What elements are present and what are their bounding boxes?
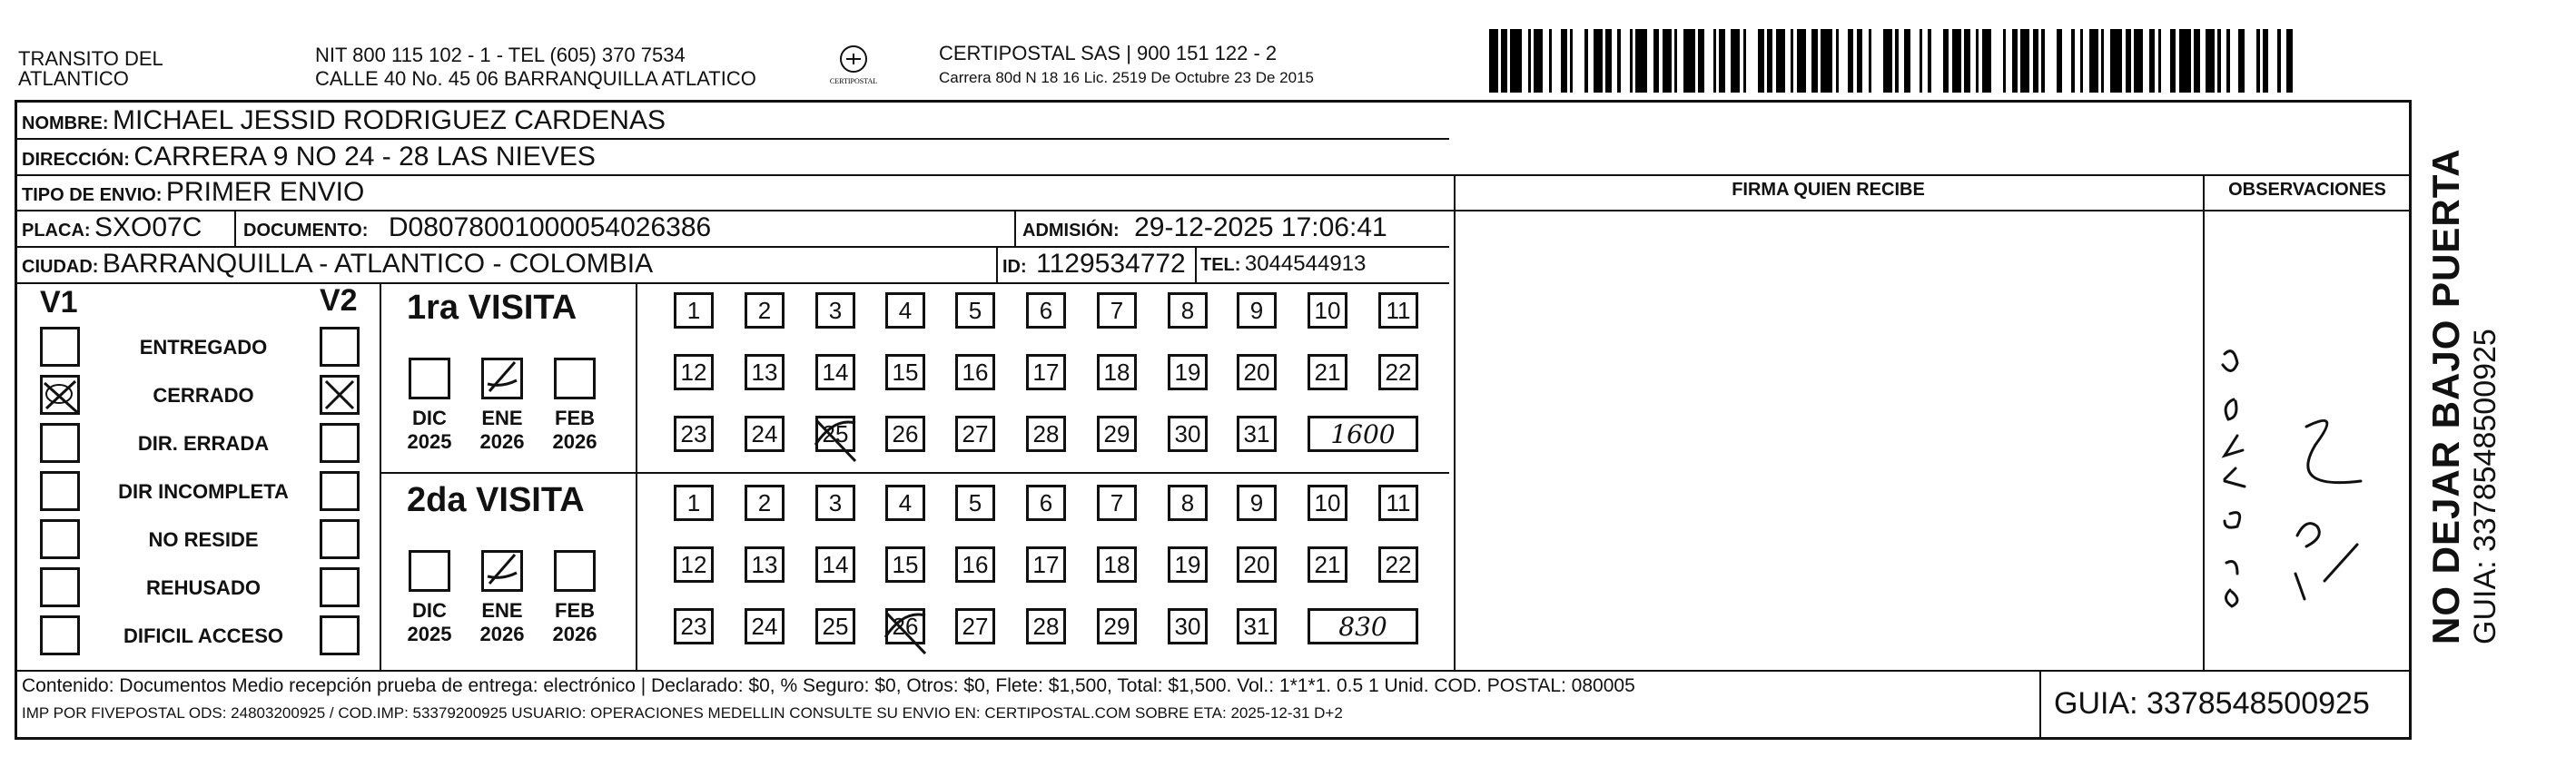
certipostal-logo bbox=[822, 44, 885, 91]
status-label: DIR INCOMPLETA bbox=[118, 480, 289, 503]
time-box[interactable] bbox=[1308, 608, 1418, 644]
day-box[interactable]: 2 bbox=[745, 292, 785, 329]
admision-row bbox=[1022, 212, 1387, 248]
placa-label: PLACA: bbox=[22, 221, 91, 241]
documento-value: D08078001000054026386 bbox=[388, 212, 712, 242]
day-box[interactable]: 26 bbox=[885, 416, 925, 452]
nombre-row bbox=[22, 105, 666, 141]
sender-line-1: TRANSITO DEL bbox=[18, 47, 163, 70]
day-box[interactable]: 10 bbox=[1308, 292, 1347, 329]
month-label bbox=[402, 599, 457, 646]
observaciones-label: OBSERVACIONES bbox=[2228, 180, 2386, 200]
v1-checkbox[interactable] bbox=[40, 471, 80, 511]
day-box[interactable]: 13 bbox=[745, 354, 785, 390]
day-box[interactable]: 29 bbox=[1097, 608, 1137, 644]
month-year: 2026 bbox=[552, 430, 597, 453]
month-year: 2025 bbox=[407, 430, 452, 453]
month-label bbox=[548, 407, 602, 454]
day-box[interactable]: 22 bbox=[1378, 546, 1418, 583]
day-box[interactable]: 11 bbox=[1378, 292, 1418, 329]
day-box[interactable]: 8 bbox=[1168, 485, 1208, 521]
day-box[interactable]: 23 bbox=[674, 608, 714, 644]
company-line: CERTIPOSTAL SAS | 900 151 122 - 2 bbox=[939, 42, 1278, 64]
footer-imp: IMP POR FIVEPOSTAL ODS: 24803200925 / COD.IMP: 53379200925 USUARIO: OPERACIONES MEDELLIN CONSULTE SU ENVIO EN: CERTIPOSTAL.COM SOBRE ETA: 2025-12-31 D+2 bbox=[22, 704, 1343, 722]
no-dejar-bajo-puerta: NO DEJAR BAJO PUERTA bbox=[2424, 148, 2467, 644]
day-box[interactable]: 16 bbox=[955, 546, 995, 583]
placa-row bbox=[22, 212, 202, 248]
month-name: ENE bbox=[481, 599, 523, 622]
handwritten-time: 1600 bbox=[1330, 418, 1396, 449]
day-box[interactable]: 28 bbox=[1026, 608, 1066, 644]
v1-checkbox[interactable] bbox=[40, 375, 80, 415]
day-box[interactable]: 8 bbox=[1168, 292, 1208, 329]
v2-checkbox[interactable] bbox=[320, 375, 360, 415]
id-row bbox=[1002, 249, 1186, 284]
day-box[interactable]: 31 bbox=[1237, 608, 1277, 644]
day-box[interactable]: 12 bbox=[674, 354, 714, 390]
v2-heading: V2 bbox=[320, 283, 358, 318]
tipo-label: TIPO DE ENVIO: bbox=[22, 185, 163, 205]
status-label: CERRADO bbox=[153, 384, 254, 407]
v1-heading: V1 bbox=[40, 285, 78, 320]
month-checkbox[interactable] bbox=[409, 358, 450, 399]
day-box[interactable]: 6 bbox=[1026, 292, 1066, 329]
signature-area bbox=[1454, 211, 2201, 668]
v1-checkbox[interactable] bbox=[40, 519, 80, 559]
admision-label: ADMISIÓN: bbox=[1022, 221, 1120, 241]
ciudad-value: BARRANQUILLA - ATLANTICO - COLOMBIA bbox=[102, 249, 654, 279]
day-box[interactable]: 21 bbox=[1308, 546, 1347, 583]
logo-text: CERTIPOSTAL bbox=[829, 77, 878, 85]
month-label bbox=[475, 599, 529, 646]
direccion-row bbox=[22, 142, 596, 177]
firma-label: FIRMA QUIEN RECIBE bbox=[1732, 180, 1925, 200]
v1-checkbox[interactable] bbox=[40, 615, 80, 655]
direccion-value: CARRERA 9 NO 24 - 28 LAS NIEVES bbox=[133, 142, 596, 172]
visit-2-title: 2da VISITA bbox=[407, 481, 585, 519]
status-label: REHUSADO bbox=[146, 576, 261, 599]
day-box[interactable]: 14 bbox=[815, 546, 855, 583]
tipo-row bbox=[22, 177, 364, 212]
status-label: ENTREGADO bbox=[139, 336, 268, 359]
tel-row bbox=[1200, 249, 1366, 282]
id-value: 1129534772 bbox=[1036, 249, 1186, 279]
day-box[interactable]: 16 bbox=[955, 354, 995, 390]
admision-value: 29-12-2025 17:06:41 bbox=[1134, 212, 1387, 242]
month-checkbox[interactable] bbox=[481, 550, 523, 592]
placa-value: SXO07C bbox=[94, 212, 202, 242]
documento-label: DOCUMENTO: bbox=[243, 221, 369, 241]
v2-checkbox[interactable] bbox=[320, 519, 360, 559]
day-box[interactable]: 30 bbox=[1168, 416, 1208, 452]
id-label: ID: bbox=[1002, 257, 1027, 277]
month-name: FEB bbox=[555, 407, 595, 429]
day-box[interactable]: 31 bbox=[1237, 416, 1277, 452]
nombre-label: NOMBRE: bbox=[22, 113, 109, 133]
month-name: FEB bbox=[555, 599, 595, 622]
v1-checkbox[interactable] bbox=[40, 423, 80, 463]
tipo-value: PRIMER ENVIO bbox=[165, 177, 365, 207]
ciudad-row bbox=[22, 249, 653, 284]
status-label: DIR. ERRADA bbox=[137, 432, 270, 455]
day-box[interactable]: 18 bbox=[1097, 354, 1137, 390]
month-label bbox=[475, 407, 529, 454]
day-box[interactable]: 22 bbox=[1378, 354, 1418, 390]
nombre-value: MICHAEL JESSID RODRIGUEZ CARDENAS bbox=[113, 105, 666, 135]
day-box[interactable]: 18 bbox=[1097, 546, 1137, 583]
day-box[interactable]: 24 bbox=[745, 416, 785, 452]
day-mark bbox=[880, 601, 934, 664]
day-box[interactable]: 6 bbox=[1026, 485, 1066, 521]
day-box[interactable]: 7 bbox=[1097, 485, 1137, 521]
month-year: 2026 bbox=[552, 623, 597, 645]
nit-line: NIT 800 115 102 - 1 - TEL (605) 370 7534 bbox=[315, 44, 686, 66]
day-box[interactable]: 20 bbox=[1237, 354, 1277, 390]
month-name: DIC bbox=[412, 407, 447, 429]
day-box[interactable]: 13 bbox=[745, 546, 785, 583]
day-box[interactable]: 27 bbox=[955, 608, 995, 644]
month-year: 2025 bbox=[407, 623, 452, 645]
v2-checkbox[interactable] bbox=[320, 327, 360, 367]
day-mark bbox=[810, 408, 864, 471]
day-box[interactable]: 26 bbox=[885, 608, 925, 644]
day-box[interactable]: 1 bbox=[674, 485, 714, 521]
month-year: 2026 bbox=[479, 430, 525, 453]
day-box[interactable]: 4 bbox=[885, 485, 925, 521]
day-box[interactable]: 27 bbox=[955, 416, 995, 452]
handwritten-time: 830 bbox=[1338, 611, 1387, 642]
day-box[interactable]: 3 bbox=[815, 485, 855, 521]
day-box[interactable]: 15 bbox=[885, 354, 925, 390]
month-checkbox[interactable] bbox=[481, 358, 523, 399]
v2-checkbox[interactable] bbox=[320, 423, 360, 463]
day-box[interactable]: 4 bbox=[885, 292, 925, 329]
month-year: 2026 bbox=[479, 623, 525, 645]
documento-row bbox=[243, 212, 711, 248]
day-box[interactable]: 28 bbox=[1026, 416, 1066, 452]
v1-checkbox[interactable] bbox=[40, 567, 80, 607]
status-label: NO RESIDE bbox=[148, 528, 259, 551]
month-label bbox=[548, 599, 602, 646]
month-checkbox[interactable] bbox=[554, 550, 596, 592]
time-box[interactable] bbox=[1308, 416, 1418, 452]
day-box[interactable]: 17 bbox=[1026, 546, 1066, 583]
month-label bbox=[402, 407, 457, 454]
footer-guia: GUIA: 3378548500925 bbox=[2054, 686, 2370, 721]
day-box[interactable]: 25 bbox=[815, 608, 855, 644]
barcode bbox=[1489, 29, 2297, 93]
sender-line-2: ATLANTICO bbox=[18, 67, 129, 90]
status-label: DIFICIL ACCESO bbox=[123, 624, 283, 647]
day-box[interactable]: 9 bbox=[1237, 292, 1277, 329]
day-box[interactable]: 19 bbox=[1168, 546, 1208, 583]
day-box[interactable]: 21 bbox=[1308, 354, 1347, 390]
side-guia: GUIA: 3378548500925 bbox=[2468, 329, 2502, 644]
day-box[interactable]: 5 bbox=[955, 485, 995, 521]
footer-contenido: Contenido: Documentos Medio recepción prueba de entrega: electrónico | Declarado: $0, % Seguro: $0, Otros: $0, Flete: $1,500, Total: $1,500. Vol.: 1*1*1. 0.5 1 Unid. COD. POSTAL: 080005 bbox=[22, 675, 1635, 696]
day-box[interactable]: 24 bbox=[745, 608, 785, 644]
month-checkbox[interactable] bbox=[554, 358, 596, 399]
day-box[interactable]: 7 bbox=[1097, 292, 1137, 329]
direccion-label: DIRECCIÓN: bbox=[22, 150, 130, 170]
v2-checkbox[interactable] bbox=[320, 567, 360, 607]
address-line: CALLE 40 No. 45 06 BARRANQUILLA ATLATICO bbox=[315, 67, 756, 90]
license-line: Carrera 80d N 18 16 Lic. 2519 De Octubre 23 De 2015 bbox=[939, 69, 1314, 86]
day-box[interactable]: 11 bbox=[1378, 485, 1418, 521]
observations-handwriting bbox=[2206, 336, 2406, 635]
v2-checkbox[interactable] bbox=[320, 471, 360, 511]
v1-checkbox[interactable] bbox=[40, 327, 80, 367]
day-box[interactable]: 5 bbox=[955, 292, 995, 329]
tel-label: TEL: bbox=[1200, 255, 1241, 275]
day-box[interactable]: 25 bbox=[815, 416, 855, 452]
day-box[interactable]: 2 bbox=[745, 485, 785, 521]
tel-value: 3044544913 bbox=[1244, 251, 1367, 276]
day-box[interactable]: 17 bbox=[1026, 354, 1066, 390]
day-box[interactable]: 29 bbox=[1097, 416, 1137, 452]
day-box[interactable]: 19 bbox=[1168, 354, 1208, 390]
visit-1-title: 1ra VISITA bbox=[407, 289, 577, 327]
ciudad-label: CIUDAD: bbox=[22, 257, 99, 277]
day-box[interactable]: 9 bbox=[1237, 485, 1277, 521]
month-checkbox[interactable] bbox=[409, 550, 450, 592]
day-box[interactable]: 12 bbox=[674, 546, 714, 583]
month-name: ENE bbox=[481, 407, 523, 429]
month-name: DIC bbox=[412, 599, 447, 622]
day-box[interactable]: 30 bbox=[1168, 608, 1208, 644]
day-box[interactable]: 20 bbox=[1237, 546, 1277, 583]
day-box[interactable]: 3 bbox=[815, 292, 855, 329]
day-box[interactable]: 15 bbox=[885, 546, 925, 583]
v2-checkbox[interactable] bbox=[320, 615, 360, 655]
day-box[interactable]: 1 bbox=[674, 292, 714, 329]
day-box[interactable]: 23 bbox=[674, 416, 714, 452]
day-box[interactable]: 14 bbox=[815, 354, 855, 390]
day-box[interactable]: 10 bbox=[1308, 485, 1347, 521]
